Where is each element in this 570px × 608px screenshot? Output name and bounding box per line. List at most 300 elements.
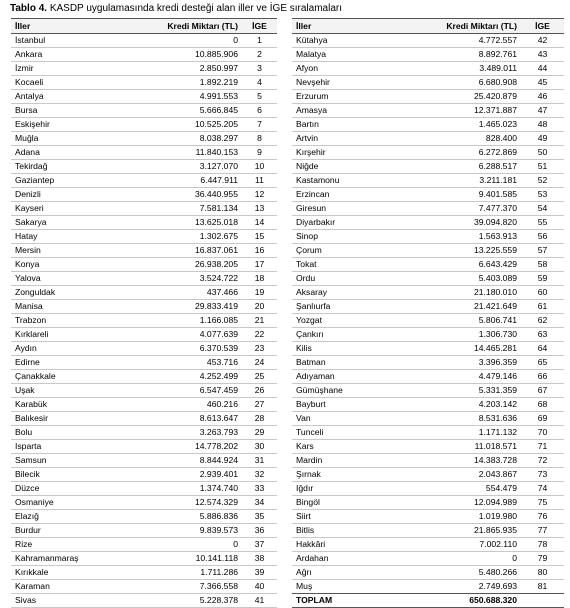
table-row	[292, 118, 564, 132]
province-name: Trabzon	[15, 315, 47, 325]
province-name: Kırıkkale	[15, 567, 49, 577]
ige-rank: 71	[537, 441, 548, 451]
amount-header: Kredi Miktarı (TL)	[129, 19, 242, 34]
province-name: Kütahya	[296, 35, 328, 45]
table-row	[292, 188, 564, 202]
table-row	[292, 314, 564, 328]
credit-amount: 12.574.329	[194, 497, 238, 507]
province-name: Elazığ	[15, 511, 39, 521]
ige-rank: 33	[254, 483, 265, 493]
credit-amount: 2.043.867	[478, 469, 517, 479]
left-province-table	[11, 18, 277, 608]
ige-rank: 52	[537, 175, 548, 185]
province-name: Kars	[296, 441, 314, 451]
ige-rank: 17	[254, 259, 265, 269]
table-row	[11, 538, 277, 552]
ige-rank: 22	[254, 329, 265, 339]
credit-amount: 25.420.879	[473, 91, 517, 101]
province-header: İller	[292, 19, 408, 34]
total-amount: 650.688.320	[408, 594, 521, 608]
province-name: Kırklareli	[15, 329, 49, 339]
table-row	[11, 384, 277, 398]
table-row	[292, 496, 564, 510]
province-name: Çanakkale	[15, 371, 56, 381]
credit-amount: 14.465.281	[473, 343, 517, 353]
credit-amount: 39.094.820	[473, 217, 517, 227]
ige-rank: 53	[537, 189, 548, 199]
province-name: Ağrı	[296, 567, 312, 577]
ige-rank: 74	[537, 483, 548, 493]
ige-rank: 8	[257, 133, 262, 143]
credit-amount: 1.374.740	[199, 483, 238, 493]
table-row	[11, 146, 277, 160]
ige-rank: 12	[254, 189, 265, 199]
credit-amount: 6.272.869	[478, 147, 517, 157]
province-name: Bayburt	[296, 399, 326, 409]
ige-rank: 69	[537, 413, 548, 423]
table-row	[292, 272, 564, 286]
table-row	[11, 244, 277, 258]
credit-amount: 11.840.153	[195, 147, 238, 157]
province-name: Konya	[15, 259, 40, 269]
table-row	[292, 90, 564, 104]
province-name: İzmir	[15, 63, 34, 73]
province-name: Zonguldak	[15, 287, 56, 297]
credit-amount: 5.331.359	[478, 385, 517, 395]
table-row	[292, 356, 564, 370]
ige-rank: 76	[537, 511, 548, 521]
province-name: Yozgat	[296, 315, 322, 325]
credit-amount: 2.749.693	[478, 581, 517, 591]
table-row	[11, 552, 277, 566]
credit-amount: 1.465.023	[478, 119, 517, 129]
province-name: Adıyaman	[296, 371, 335, 381]
table-caption	[10, 3, 342, 14]
ige-rank: 62	[537, 315, 548, 325]
province-name: Amasya	[296, 105, 328, 115]
ige-rank: 1	[257, 35, 262, 45]
province-name: Mardin	[296, 455, 323, 465]
table-row	[292, 580, 564, 594]
ige-rank: 3	[257, 63, 262, 73]
table-row	[11, 314, 277, 328]
ige-rank: 66	[537, 371, 548, 381]
ige-rank: 34	[254, 497, 265, 507]
credit-amount: 7.002.110	[479, 539, 517, 549]
table-row	[11, 258, 277, 272]
table-row	[292, 48, 564, 62]
ige-rank: 63	[537, 329, 548, 339]
province-name: Nevşehir	[296, 77, 330, 87]
table-row	[292, 370, 564, 384]
table-row	[292, 510, 564, 524]
ige-rank: 58	[537, 259, 548, 269]
ige-rank: 43	[537, 49, 548, 59]
ige-rank: 42	[537, 35, 548, 45]
credit-amount: 1.171.132	[478, 427, 517, 437]
credit-amount: 9.401.585	[478, 189, 517, 199]
total-rank	[521, 594, 564, 608]
credit-amount: 12.094.989	[473, 497, 517, 507]
province-name: Bolu	[15, 427, 33, 437]
ige-rank: 18	[254, 273, 265, 283]
province-name: Rize	[15, 539, 33, 549]
ige-rank: 59	[537, 273, 548, 283]
province-name: Muş	[296, 581, 313, 591]
table-row	[11, 482, 277, 496]
table-row	[11, 62, 277, 76]
ige-rank: 36	[254, 525, 265, 535]
ige-rank: 27	[254, 399, 265, 409]
province-name: Bilecik	[15, 469, 40, 479]
table-row	[292, 34, 564, 48]
table-row	[292, 524, 564, 538]
ige-rank: 81	[537, 581, 548, 591]
province-name: Van	[296, 413, 311, 423]
province-name: Aydın	[15, 343, 37, 353]
table-row	[292, 454, 564, 468]
table-row	[292, 202, 564, 216]
credit-amount: 7.581.134	[199, 203, 238, 213]
province-name: Çankırı	[296, 329, 324, 339]
table-row	[292, 104, 564, 118]
credit-amount: 8.531.636	[478, 413, 517, 423]
table-row	[11, 188, 277, 202]
ige-rank: 2	[257, 49, 262, 59]
province-name: Gaziantep	[15, 175, 55, 185]
province-name: Batman	[296, 357, 326, 367]
ige-rank: 51	[537, 161, 548, 171]
ige-rank: 32	[254, 469, 265, 479]
right-province-table	[292, 18, 564, 608]
province-name: Siirt	[296, 511, 311, 521]
header-row	[292, 19, 564, 34]
ige-rank: 11	[255, 175, 264, 185]
table-row	[11, 440, 277, 454]
table-number: Tablo 4.	[10, 3, 48, 14]
province-name: Sivas	[15, 595, 37, 605]
table-row	[292, 328, 564, 342]
ige-rank: 14	[254, 217, 265, 227]
credit-amount: 1.892.219	[199, 77, 238, 87]
credit-amount: 7.366.558	[199, 581, 238, 591]
amount-header: Kredi Miktarı (TL)	[408, 19, 521, 34]
table-row	[11, 118, 277, 132]
province-name: Afyon	[296, 63, 318, 73]
ige-rank: 39	[254, 567, 265, 577]
province-name: Çorum	[296, 245, 322, 255]
credit-amount: 5.403.089	[478, 273, 517, 283]
ige-rank: 7	[257, 119, 262, 129]
credit-amount: 21.865.935	[473, 525, 517, 535]
table-row	[11, 104, 277, 118]
credit-amount: 1.306.730	[478, 329, 517, 339]
province-name: Aksaray	[296, 287, 328, 297]
ige-rank: 55	[537, 217, 548, 227]
province-name: Balıkesir	[15, 413, 48, 423]
credit-amount: 6.288.517	[478, 161, 517, 171]
credit-amount: 3.524.722	[199, 273, 238, 283]
ige-rank: 50	[537, 147, 548, 157]
credit-amount: 10.525.205	[194, 119, 238, 129]
province-name: Muğla	[15, 133, 39, 143]
credit-amount: 0	[512, 553, 517, 563]
credit-amount: 6.643.429	[478, 259, 517, 269]
province-name: Bartın	[296, 119, 319, 129]
credit-amount: 5.806.741	[478, 315, 517, 325]
province-name: Uşak	[15, 385, 35, 395]
table-row	[292, 76, 564, 90]
ige-rank: 47	[537, 105, 548, 115]
credit-amount: 453.716	[206, 357, 238, 367]
province-header: İller	[11, 19, 129, 34]
table-row	[292, 160, 564, 174]
ige-rank: 5	[257, 91, 262, 101]
ige-rank: 49	[537, 133, 548, 143]
ige-rank: 67	[537, 385, 548, 395]
province-name: Manisa	[15, 301, 43, 311]
ige-rank: 15	[254, 231, 265, 241]
province-name: Ankara	[15, 49, 43, 59]
credit-amount: 3.127.070	[199, 161, 238, 171]
table-row	[11, 412, 277, 426]
ige-rank: 29	[254, 427, 265, 437]
province-name: Burdur	[15, 525, 41, 535]
credit-amount: 11.018.571	[474, 441, 517, 451]
credit-amount: 1.711.286	[200, 567, 238, 577]
table-row	[11, 566, 277, 580]
ige-rank: 54	[537, 203, 548, 213]
credit-amount: 828.400	[485, 133, 517, 143]
table-row	[292, 174, 564, 188]
province-name: Niğde	[296, 161, 319, 171]
credit-amount: 10.141.118	[195, 553, 238, 563]
province-name: Tokat	[296, 259, 317, 269]
province-name: Ordu	[296, 273, 316, 283]
credit-amount: 4.991.553	[199, 91, 238, 101]
ige-rank: 26	[254, 385, 265, 395]
province-name: Isparta	[15, 441, 42, 451]
credit-amount: 4.077.639	[199, 329, 238, 339]
credit-amount: 0	[233, 539, 238, 549]
province-name: Bursa	[15, 105, 38, 115]
table-row	[292, 258, 564, 272]
province-name: Şırnak	[296, 469, 321, 479]
credit-amount: 6.547.459	[199, 385, 238, 395]
ige-rank: 56	[537, 231, 548, 241]
province-name: Hatay	[15, 231, 38, 241]
ige-rank: 73	[537, 469, 548, 479]
credit-amount: 8.892.761	[478, 49, 517, 59]
credit-amount: 437.466	[206, 287, 238, 297]
credit-amount: 4.772.557	[478, 35, 517, 45]
credit-amount: 16.837.061	[194, 245, 238, 255]
ige-rank: 57	[537, 245, 548, 255]
table-row	[292, 384, 564, 398]
province-name: Kocaeli	[15, 77, 44, 87]
table-row	[11, 370, 277, 384]
ige-rank: 13	[254, 203, 265, 213]
table-row	[292, 482, 564, 496]
ige-rank: 72	[537, 455, 548, 465]
province-name: Denizli	[15, 189, 41, 199]
credit-amount: 8.844.924	[199, 455, 238, 465]
ige-rank: 44	[537, 63, 548, 73]
table-row	[11, 356, 277, 370]
province-name: Şanlıurfa	[296, 301, 331, 311]
ige-rank: 28	[254, 413, 265, 423]
credit-amount: 5.228.378	[199, 595, 238, 605]
province-name: İstanbul	[15, 35, 46, 45]
table-row	[11, 454, 277, 468]
table-row	[292, 286, 564, 300]
table-row	[11, 160, 277, 174]
ige-rank: 64	[537, 343, 548, 353]
credit-amount: 29.833.419	[194, 301, 238, 311]
ige-rank: 61	[537, 301, 548, 311]
province-name: Antalya	[15, 91, 44, 101]
province-name: Osmaniye	[15, 497, 54, 507]
credit-amount: 1.302.675	[199, 231, 238, 241]
ige-rank: 68	[537, 399, 548, 409]
province-name: Giresun	[296, 203, 327, 213]
province-name: Bingöl	[296, 497, 320, 507]
province-name: Tekirdağ	[15, 161, 48, 171]
table-row	[11, 524, 277, 538]
table-row	[292, 300, 564, 314]
ige-rank: 40	[254, 581, 265, 591]
ige-rank: 78	[537, 539, 548, 549]
province-name: Düzce	[15, 483, 40, 493]
table-row	[292, 342, 564, 356]
credit-amount: 460.216	[206, 399, 238, 409]
table-row	[11, 468, 277, 482]
table-row	[11, 230, 277, 244]
credit-amount: 21.180.010	[473, 287, 517, 297]
table-row	[292, 538, 564, 552]
province-name: Karaman	[15, 581, 50, 591]
table-row	[11, 398, 277, 412]
province-name: Samsun	[15, 455, 47, 465]
table-row	[292, 426, 564, 440]
province-name: Erzurum	[296, 91, 329, 101]
table-row	[11, 48, 277, 62]
table-row	[11, 510, 277, 524]
table-row	[292, 146, 564, 160]
ige-rank: 19	[254, 287, 265, 297]
ige-rank: 20	[254, 301, 265, 311]
ige-rank: 45	[537, 77, 548, 87]
table-row	[11, 426, 277, 440]
credit-amount: 554.479	[485, 483, 517, 493]
credit-amount: 6.447.911	[200, 175, 238, 185]
credit-amount: 8.613.647	[199, 413, 238, 423]
province-name: Adana	[15, 147, 40, 157]
credit-amount: 10.885.906	[194, 49, 238, 59]
credit-amount: 26.938.205	[194, 259, 238, 269]
province-name: Artvin	[296, 133, 318, 143]
ige-rank: 38	[254, 553, 265, 563]
province-name: Mersin	[15, 245, 41, 255]
table-row	[292, 216, 564, 230]
credit-amount: 14.778.202	[194, 441, 238, 451]
province-name: Iğdır	[296, 483, 314, 493]
credit-amount: 12.371.887	[473, 105, 517, 115]
credit-amount: 3.211.181	[479, 175, 517, 185]
ige-rank: 70	[537, 427, 548, 437]
province-name: Hakkâri	[296, 539, 326, 549]
ige-rank: 65	[537, 357, 548, 367]
province-name: Eskişehir	[15, 119, 50, 129]
table-row	[11, 34, 277, 48]
credit-amount: 1.019.980	[478, 511, 517, 521]
credit-amount: 7.477.370	[478, 203, 517, 213]
table-row	[292, 230, 564, 244]
province-name: Sakarya	[15, 217, 47, 227]
ige-rank: 16	[254, 245, 265, 255]
rank-header: İGE	[242, 19, 277, 34]
province-name: Kayseri	[15, 203, 44, 213]
ige-rank: 60	[537, 287, 548, 297]
credit-amount: 3.263.793	[199, 427, 238, 437]
province-name: Malatya	[296, 49, 327, 59]
province-name: Karabük	[15, 399, 48, 409]
province-name: Sinop	[296, 231, 318, 241]
table-row	[292, 552, 564, 566]
credit-amount: 5.886.836	[199, 511, 238, 521]
credit-amount: 13.225.559	[473, 245, 517, 255]
total-label: TOPLAM	[292, 594, 408, 608]
province-name: Diyarbakır	[296, 217, 336, 227]
ige-rank: 79	[537, 553, 548, 563]
table-row	[11, 496, 277, 510]
table-row	[11, 272, 277, 286]
credit-amount: 6.680.908	[478, 77, 517, 87]
province-name: Erzincan	[296, 189, 330, 199]
credit-amount: 9.839.573	[199, 525, 238, 535]
table-row	[292, 468, 564, 482]
header-row	[11, 19, 277, 34]
ige-rank: 31	[254, 455, 265, 465]
credit-amount: 8.038.297	[199, 133, 238, 143]
province-name: Kastamonu	[296, 175, 340, 185]
ige-rank: 35	[254, 511, 265, 521]
credit-amount: 4.203.142	[478, 399, 517, 409]
ige-rank: 23	[254, 343, 265, 353]
table-row	[292, 440, 564, 454]
table-row	[11, 342, 277, 356]
credit-amount: 13.625.018	[194, 217, 238, 227]
ige-rank: 30	[254, 441, 265, 451]
credit-amount: 5.480.266	[478, 567, 517, 577]
credit-amount: 3.489.011	[479, 63, 517, 73]
table-row	[292, 62, 564, 76]
ige-rank: 9	[257, 147, 262, 157]
credit-amount: 36.440.955	[194, 189, 238, 199]
ige-rank: 77	[537, 525, 548, 535]
ige-rank: 25	[254, 371, 265, 381]
credit-amount: 0	[233, 35, 238, 45]
table-row	[11, 216, 277, 230]
ige-rank: 37	[254, 539, 265, 549]
table-row	[11, 328, 277, 342]
table-row	[292, 566, 564, 580]
ige-rank: 75	[537, 497, 548, 507]
province-name: Kırşehir	[296, 147, 326, 157]
credit-amount: 6.370.539	[199, 343, 238, 353]
table-title: KASDP uygulamasında kredi desteği alan iller ve İGE sıralamaları	[47, 3, 343, 14]
total-row	[292, 594, 564, 608]
